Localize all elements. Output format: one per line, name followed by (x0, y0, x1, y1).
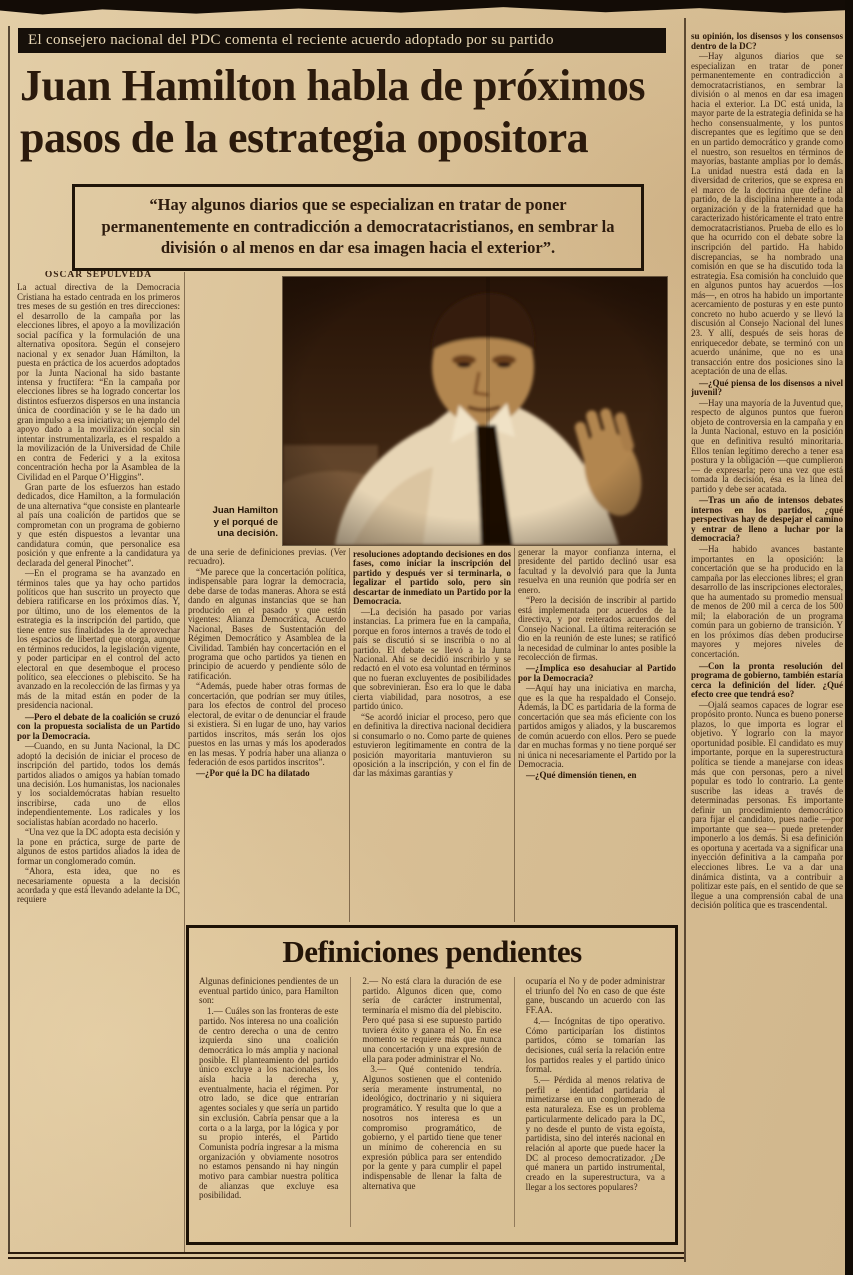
paragraph: —Pero el debate de la coalición se cruzó con la propuesta socialista de un Partido por la Democracia. (17, 711, 180, 741)
column-rule (349, 548, 350, 922)
pull-quote-box (72, 184, 644, 271)
paragraph: resoluciones adoptando decisiones en dos fases, como iniciar la inscripción del partido y después ver si terminarla, o legalizar el partido solo, pero sin descartar de inmediato un Partido por la Democracia. (353, 549, 511, 607)
torn-paper-edge (0, 0, 853, 17)
photo-caption: Juan Hamilton y el porqué de una decisión. (212, 505, 278, 539)
paragraph: —Tras un año de intensos debates internos en los partidos, ¿qué perspectivas hay de despejar el camino y entrar de lleno a luchar por la democracia? (691, 495, 843, 544)
article-column-3 (353, 548, 511, 924)
paragraph: —Hay una mayoría de la Juventud que, respecto de algunos puntos que fueron objeto de controversia en la campaña y en la Junta Nacional, estuvo en la posición que en definitiva resultó minoritaria. Ellos tenían legítimo derecho a tener esa postura y la obligación —que cumplieron— de expresarla; pero una vez que está tomada la decisión, ésa es la línea del partido y debe ser acatada. (691, 397, 843, 494)
paragraph: “Ahora, esta idea, que no es necesariamente opuesta a la decisión acordada y que está llevando adelante la DC, requiere (17, 866, 180, 905)
kicker-bar (18, 28, 666, 53)
paragraph: de una serie de definiciones previas. (Ver recuadro). (188, 548, 346, 567)
pull-quote-text: “Hay algunos diarios que se especializan en tratar de poner permanentemente en contradicción a democratacristianos, en sembrar la división o al menos en dar esa imagen hacia el exterior”. (101, 195, 615, 257)
headline (20, 60, 684, 164)
paragraph: —Aquí hay una iniciativa en marcha, que es la que ha respaldado el Consejo. Además, la DC es partidaria de la forma de concertación que sea más eficiente con los partidos amigos y aliados, y la buscaremos de común acuerdo con ellos. Pero se puede dar en muchas formas y no tiene porqué ser ni única ni necesariamente el Partido por la Democracia. (518, 683, 676, 769)
page-right-edge (845, 0, 853, 1275)
paragraph: 1.— Cuáles son las fronteras de este partido. Nos interesa no una coalición de centro derecha o una de centro izquierda sino una coalición democrática lo más amplia y nacional posible. El planteamiento del partido único excluye a los nacionales, los aísla hacia la derecha y, eventualmente, hacia el régimen. Por otro lado, se dice que entrarían agentes sociales y que sería un partido sin exclusión. Cabría pensar que a la corta o a la larga, por la lógica y por su propio interés, el Partido Comunista podría ingresar a la misma organización y obviamente nosotros no estamos pensando ni hay ningún motivo para cambiar nuestra política de alianzas que excluye esa posibilidad. (199, 1006, 339, 1201)
paragraph: —¿Por qué la DC ha dilatado (196, 768, 310, 779)
paragraph: —En el programa se ha avanzado en términos tales que ya hay ocho partidos políticos que han suscrito un proyecto que debiera ratificarse en los próximos días. Y, por último, uno de los elementos de la estrategia es la inscripción del partido, que tiene entre sus finalidades la de aprovechar los espacios de libertad que otorga, aunque en términos reducidos, la legislación vigente, y poder participar en el control del acto electoral en que desemboque el proceso político, sea elecciones o plebiscito. Se ha avanzado en la recolección de las firmas y ya más de la mitad están en poder de la presidencia nacional. (17, 568, 180, 711)
kicker-text: El consejero nacional del PDC comenta el reciente acuerdo adoptado por su partido (28, 32, 554, 48)
paragraph: —Hay algunos diarios que se especializan en tratar de poner permanentemente en contradicción a democratacristianos, en sembrar la división o al menos en dar esa imagen hacia el exterior. La DC está unida, la mayor parte de la estrategia definida se ha hecho consensualmente, y los puntos discrepantes que es legítimo que se den en un partido democrático y grande como el nuestro, son resueltos en términos de mayorías, bastante amplias por lo demás. La unidad nuestra está dada en la diversidad de criterios, que se expresa en el marco de la doctrina que define al partido, de la disciplina inherente a toda organización y de la fraternidad que ha caracterizado históricamente el trato entre democratacristianos. Prueba de ello es lo que ha ocurrido con el debate sobre la inscripción del partido. Ha habido discrepancias, se ha nombrado una comisión en que se ha discutido toda la estrategia. Esa comisión ha concluido que en algunos puntos hay acuerdos —los más—, en otros ha habido un importante acercamiento de posturas y en este punto concreto no hubo acuerdo y se llevó la discusión al Consejo Nacional del lunes 23. Y allí, después de seis horas de enriquecedor debate, se terminó con un acuerdo unánime, que no es una transacción entre dos posiciones sino la aceptación de una de ellas. (691, 51, 843, 377)
paragraph: —¿Qué dimensión tienen, en (526, 770, 637, 781)
paragraph: 2.— No está clara la duración de ese partido. Algunos dicen que, como sería de carácter instrumental, terminaría el mismo día del plebiscito. Pero qué pasa si ese supuesto partido tuviera éxito y ganara el No. En ese momento se requiere más que nunca una concertación y una expresión de ella para poder administrar el No. (362, 977, 502, 1064)
paragraph: La actual directiva de la Democracia Cristiana ha estado centrada en los primeros tres meses de su gestión en tres direcciones: el desarrollo de la campaña por las elecciones libres, el apoyo a la movilización social pacífica y la formulación de una alternativa opositora. Según el consejero nacional y ex senador Juan Hámilton, la puesta en práctica de los acuerdos adoptados por la Junta Nacional ha sido bastante intensa y fructífera: “En la campaña por elecciones libres se ha logrado concertar los distintos esfuerzos dispersos en una instancia única de coordinación y se le ha dado un gran impulso a esa iniciativa; un ejemplo del apoyo dado a la movilización social sin intentar instrumentalizarla, es el respaldo a la movilización de la Universidad de Chile en contra de Federici y a la exitosa concentración hecha por la Asamblea de la Civilidad en el Parque O’Higgins”. (17, 282, 180, 482)
article-column-2 (188, 548, 346, 924)
column-rule (684, 18, 686, 1262)
paragraph: “Una vez que la DC adopta esta decisión y la pone en práctica, surge de parte de algunos de estos partidos aliados la idea de formar un conglomerado común. (17, 827, 180, 866)
paragraph: “Pero la decisión de inscribir al partido está implementada por acuerdos de la directiva, y por reiterados acuerdos del Consejo Nacional. La última reiteración se dio en la reunión de este lunes; se ratificó la necesidad de culminar lo antes posible la recolección de firmas. (518, 595, 676, 662)
paragraph: “Se acordó iniciar el proceso, pero que en definitiva la directiva nacional decidiera si consumarlo o no. Como parte de quienes estuvieron legítimamente en contra de la posición mayoritaria mantuvieron su oposición a la inscripción, y con el fin de dar las máximas garantías y (353, 711, 511, 779)
paragraph: —La decisión ha pasado por varias instancias. La primera fue en la campaña, porque en foros internos a través de todo el país se discutió si se inscribía o no al partido. El debate se llevó a la Junta Nacional. Ahí se decidió inscribirlo y se redactó en el voto esa voluntad en términos que no fueran excluyentes de posibilidades que sobrevinieran. Eso era lo que le daba cierta viabilidad, para nosotros, a ese partido único. (353, 606, 511, 712)
paragraph: ocuparía el No y de poder administrar el triunfo del No en caso de que éste gane, buscando un acuerdo con las FF.AA. (525, 977, 665, 1016)
paragraph: —¿Qué piensa de los disensos a nivel juvenil? (691, 377, 843, 398)
paragraph: 4.— Incógnitas de tipo operativo. Cómo participarían los distintos partidos, cómo se tomarían las decisiones, cuál sería la relación entre los partidos reales y el partido único formal. (525, 1015, 665, 1075)
definitions-box (186, 925, 678, 1245)
paragraph: OSCAR SEPULVEDA (44, 271, 153, 280)
headline-line-1: Juan Hamilton habla de próximos (20, 61, 646, 110)
column-rule (514, 548, 515, 922)
headline-line-2: pasos de la estrategia opositora (20, 113, 589, 162)
article-column-right (691, 30, 843, 1260)
definitions-column-a (199, 977, 338, 1227)
paragraph: 3.— Qué contenido tendría. Algunos sostienen que el contenido sería meramente instrumental, no ideológico, doctrinario y ni siquiera programático. Y resulta que lo que a nosotros nos interesa es un compromiso programático, de gobierno, y el partido tiene que tener un mínimo de coherencia en su expresión pública para ser entendido por la gente y para cumplir el papel indispensable de llenar la falta de alternativa que (362, 1064, 502, 1191)
paragraph: —Con la pronta resolución del programa de gobierno, también estaría cerca la definición del líder. ¿Qué efecto cree que tendrá eso? (691, 660, 843, 700)
paragraph: —¿Implica eso desahuciar al Partido por la Democracia? (518, 663, 676, 683)
definitions-column-c (514, 977, 665, 1227)
article-column-1 (17, 271, 180, 1253)
definitions-box-title: Definiciones pendientes (282, 934, 582, 969)
paragraph: “Además, puede haber otras formas de concertación, que podrían ser muy útiles, para los efectos de control del proceso electoral, de evitar o de denunciar el fraude si existiera. Si en lugar de uno, hay varios partidos inscritos, más serán los ojos puestos en las urnas y más los apoderados en las mesas. Y podría haber una alianza o federación de esos partidos inscritos”. (188, 681, 346, 767)
article-column-4 (518, 548, 676, 924)
column-rule (184, 272, 185, 1252)
page-left-rule (8, 26, 10, 1252)
paragraph: “Me parece que la concertación política, indispensable para lograr la democracia, debe darse de todas maneras. Ahora se está dando en algunas instancias que se han producido en el pasado y que están vigentes: Alianza Democrática, Acuerdo Nacional, Bases de Sustentación del Régimen Democrático y Asamblea de la Civilidad. También hay concertación en el programa que ocho partidos ya tienen en principio de acuerdo y pendiente sólo de ratificación. (188, 566, 346, 681)
paragraph: generar la mayor confianza interna, el presidente del partido declinó usar esa facultad y la devolvió para que la Junta resuelva en una reunión que podría ser en enero. (518, 548, 676, 595)
bottom-double-rule (8, 1252, 684, 1259)
paragraph: —Ojalá seamos capaces de lograr ese propósito pronto. Nunca es bueno ponerse plazos, lo que importa es lograr el objetivo. Y lograrlo con la mayor oportunidad posible. El candidato es muy importante, porque en la superestructura política se tiende a manejarse con ideas más que con personas, pero a nivel popular es todo lo contrario. La gente suscribe las ideas a través de determinadas personas. Es importante definir un procedimiento democrático para fijar el candidato, pues nadie —por importante que sea— puede pretender imponerlo a los demás. Si esa definición es oportuna y acertada va a significar una inyección definitiva a la campaña por elecciones libres. Le va a dar una dinámica distinta, va a contribuir a politizar este país, en el sentido de que se llegue a una comprensión cabal de una decisión política que es trascendental. (691, 699, 843, 911)
paragraph: 5.— Pérdida al menos relativa de perfil e identidad partidaria al mimetizarse en un conglomerado de esta naturaleza. Ese es un problema particularmente delicado para la DC, y no desde el punto de vista egoísta, partidista, sino del interés nacional en relación al aporte que puede hacer la DC al proceso democratizador. ¿De qué manera un partido instrumental, creado en la superestructura, va a llegar a los sectores populares? (525, 1075, 665, 1192)
paragraph: Algunas definiciones pendientes de un eventual partido único, para Hamilton son: (199, 977, 339, 1006)
paragraph: —Cuando, en su Junta Nacional, la DC adoptó la decisión de iniciar el proceso de inscripción del partido, todos los demás partidos aliados o amigos ya habían tomado una decisión. Los humanistas, los nacionales y los socialdemócratas habían resuelto inscribirse, cada uno de ellos independientemente. Los radicales y los socialistas habían acordado no hacerlo. (17, 741, 180, 827)
juan-hamilton-photo (283, 277, 667, 545)
paragraph: su opinión, los disensos y los consensos dentro de la DC? (691, 31, 843, 51)
definitions-box-columns (199, 977, 665, 1227)
paragraph: Gran parte de los esfuerzos han estado dedicados, dice Hamilton, a la formulación de una alternativa “que consiste en plantearle al país una coalición de partidos que se comprometan con un programa de gobierno y que estén dispuestos a levantar una candidatura común, que personalice esa posición y que enfrente a la candidatura ya declarada del general Pinochet”. (17, 481, 180, 568)
paragraph: —Ha habido avances bastante importantes en la oposición: la concertación que se ha producido en la campaña por las elecciones libres; el gran desarrollo de las inscripciones electorales, que ha aumentado su promedio mensual de menos de 200 mil a cerca de los 500 mil; la elaboración de un programa común para un gobierno de transición. Y en los próximos días deben producirse mayores y mejores niveles de concertación. (691, 543, 843, 659)
definitions-column-b (350, 977, 501, 1227)
